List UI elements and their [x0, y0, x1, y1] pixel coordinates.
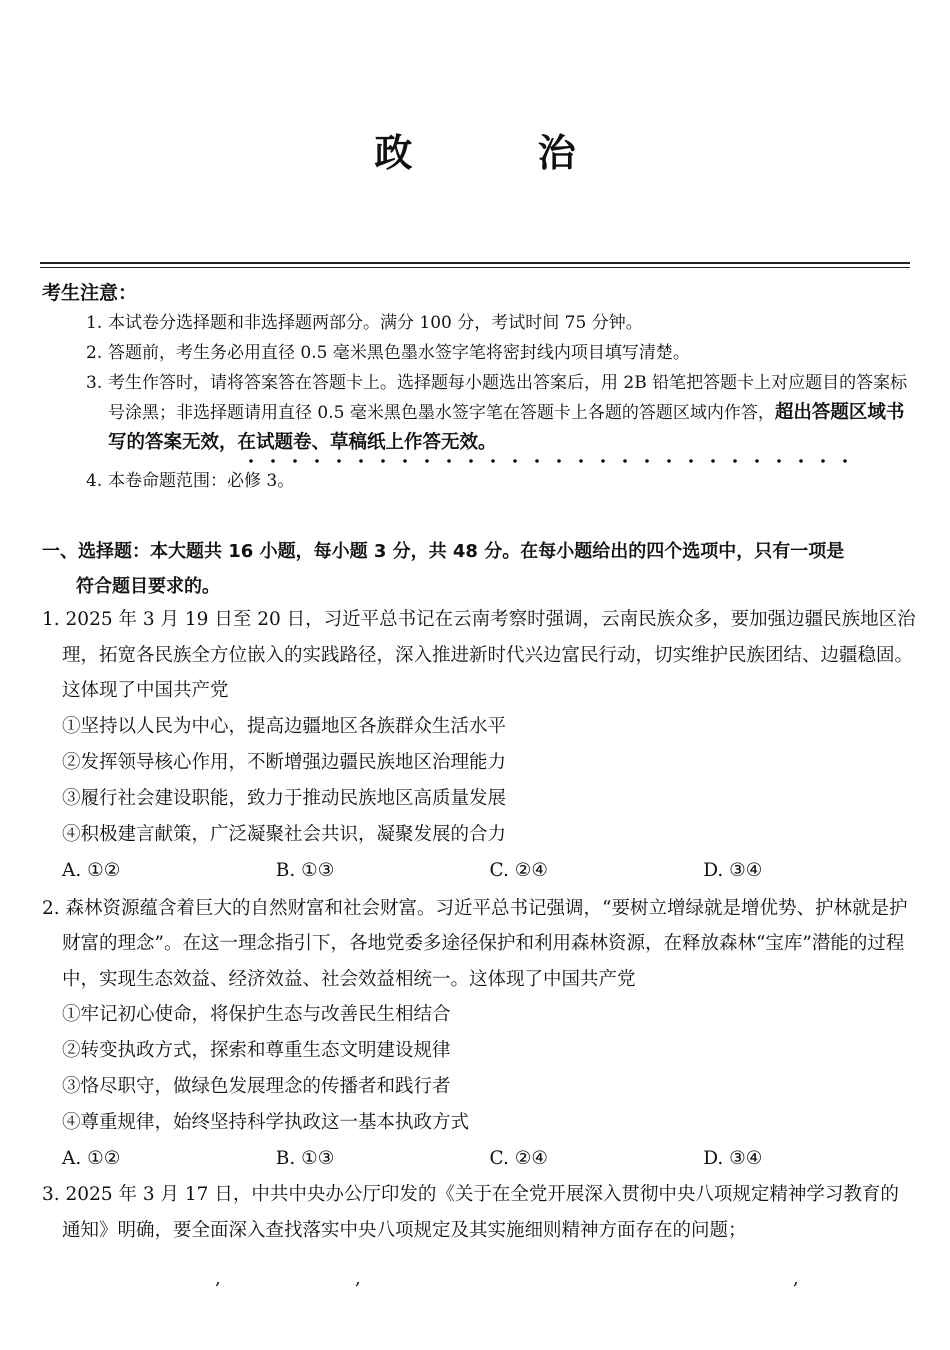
- option-statement: ③履行社会建设职能，致力于推动民族地区高质量发展: [62, 787, 507, 809]
- notice-item-number: 4.: [86, 471, 103, 491]
- notice-item: [86, 466, 916, 496]
- cut-off-comma: ,: [793, 1268, 799, 1289]
- question-stem: 1. 2025 年 3 月 19 日至 20 日，习近平总书记在云南考察时强调，云南民族众多，要加强边疆民族地区治理，拓宽各民族全方位嵌入的实践路径，深入推进新时代兴边富民行动，切实维护民族团结、边疆稳固。这体现了中国共产党: [42, 609, 916, 701]
- divider-thick: [40, 262, 910, 264]
- question-1: [42, 602, 917, 889]
- question-stem: 3. 2025 年 3 月 17 日，中共中央办公厅印发的《关于在全党开展深入贯彻中央八项规定精神学习教育的通知》明确，要全面深入查找落实中央八项规定及其实施细则精神方面存在的问题；: [42, 1184, 899, 1241]
- choice-b: B. ①③: [275, 859, 335, 881]
- emphasis-dots: [240, 457, 860, 465]
- choice-d: D. ③④: [703, 859, 763, 881]
- section-heading-line: 符合题目要求的。: [76, 576, 220, 597]
- notice-item: [86, 308, 916, 338]
- notice-item-number: 1.: [86, 313, 103, 333]
- option-statement: ①牢记初心使命，将保护生态与改善民生相结合: [62, 1004, 451, 1025]
- notice-heading: 考生注意：: [42, 282, 138, 304]
- option-statement: ②发挥领导核心作用，不断增强边疆民族地区治理能力: [62, 751, 507, 773]
- question-2: [42, 891, 917, 1178]
- choice-d: D. ③④: [703, 1148, 763, 1169]
- notice-item-text: 本卷命题范围：必修 3。: [108, 471, 295, 491]
- option-statement: ③恪尽职守，做绿色发展理念的传播者和践行者: [62, 1076, 451, 1097]
- cut-off-line: [0, 1268, 950, 1298]
- cut-off-comma: ,: [355, 1268, 361, 1289]
- notice-item: [86, 338, 916, 368]
- choice-c: C. ②④: [489, 1148, 548, 1169]
- page-title: 政 治: [374, 131, 632, 175]
- question-3: [42, 1177, 917, 1248]
- answer-choices: [42, 853, 917, 889]
- notice-item-body: [108, 368, 916, 458]
- option-statement: ④尊重规律，始终坚持科学执政这一基本执政方式: [62, 1112, 470, 1133]
- notice-list: [86, 308, 916, 496]
- divider-thin: [40, 267, 910, 268]
- notice-item-number: 3.: [86, 373, 103, 393]
- choice-a: A. ①②: [62, 859, 121, 881]
- section-heading-line: 一、选择题：本大题共 16 小题，每小题 3 分，共 48 分。在每小题给出的四个选项中，只有一项是: [42, 541, 845, 562]
- choice-a: A. ①②: [62, 1148, 121, 1169]
- cut-off-comma: ,: [215, 1268, 221, 1289]
- question-stem: 2. 森林资源蕴含着巨大的自然财富和社会财富。习近平总书记强调，“要树立增绿就是增优势、护林就是护财富的理念”。在这一理念指引下，各地党委多途径保护和利用森林资源，在释放森林“宝库”潜能的过程中，实现生态效益、经济效益、社会效益相统一。这体现了中国共产党: [42, 897, 908, 990]
- notice-item: [86, 368, 916, 458]
- notice-item-number: 2.: [86, 343, 103, 363]
- choice-b: B. ①③: [275, 1148, 335, 1169]
- question-list: [42, 602, 917, 1248]
- option-statement: ④积极建言献策，广泛凝聚社会共识，凝聚发展的合力: [62, 823, 507, 845]
- notice-item-text: 答题前，考生务必用直径 0.5 毫米黑色墨水签字笔将密封线内项目填写清楚。: [108, 343, 690, 363]
- notice-item-text: 本试卷分选择题和非选择题两部分。满分 100 分，考试时间 75 分钟。: [108, 313, 643, 333]
- option-statement: ②转变执政方式，探索和尊重生态文明建设规律: [62, 1040, 451, 1061]
- section-heading: [42, 534, 917, 604]
- notice-warning-text: 超出答题区域书写的答案无效，在试题卷、草稿纸上作答无效。: [108, 402, 905, 453]
- choice-c: C. ②④: [489, 859, 548, 881]
- notice-item-text: 考生作答时，请将答案答在答题卡上。选择题每小题选出答案后，用 2B 铅笔把答题卡上对应题目的答案标号涂黑；非选择题请用直径 0.5 毫米黑色墨水签字笔在答题卡上各题的答题区域内作答，: [108, 373, 908, 423]
- option-statement: ①坚持以人民为中心，提高边疆地区各族群众生活水平: [62, 715, 507, 737]
- answer-choices: [42, 1141, 917, 1177]
